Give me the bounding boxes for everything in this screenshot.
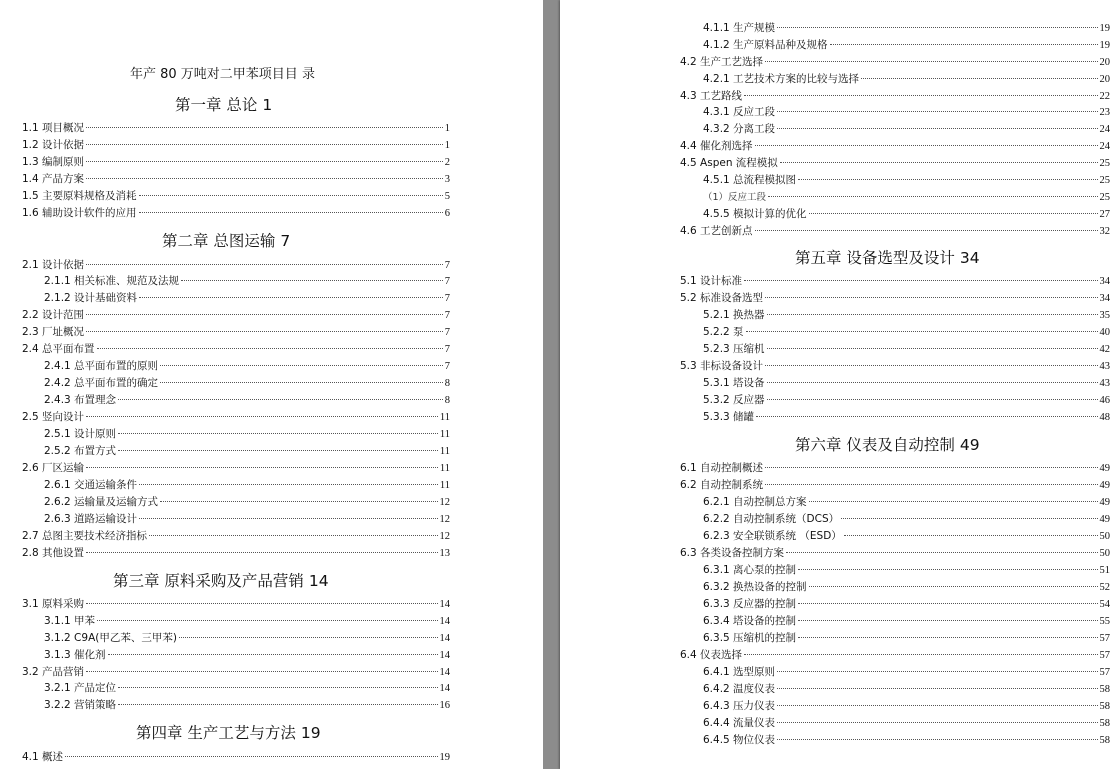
toc-entry[interactable] (703, 715, 1110, 731)
chapter-heading: 第四章 生产工艺与方法 19 (136, 724, 321, 742)
toc-dot-leader (97, 348, 443, 349)
toc-page-number: 51 (1099, 565, 1110, 576)
toc-page-number: 43 (1099, 361, 1110, 372)
toc-page-number: 19 (439, 752, 450, 763)
toc-dot-leader (118, 704, 437, 705)
toc-page-number: 49 (1099, 480, 1110, 491)
toc-entry[interactable] (680, 460, 1110, 476)
toc-dot-leader (139, 195, 443, 196)
toc-dot-leader (139, 212, 443, 213)
toc-entry[interactable] (22, 205, 450, 221)
toc-entry-label: 6.4.4 流量仪表 (703, 717, 776, 729)
toc-entry-label: 6.2.1 自动控制总方案 (703, 496, 807, 508)
toc-page-number: 49 (1099, 463, 1110, 474)
toc-entry-label: 3.2.1 产品定位 (44, 682, 117, 694)
toc-dot-leader (65, 756, 437, 757)
toc-page-number: 22 (1099, 91, 1110, 102)
toc-entry[interactable] (703, 375, 1110, 391)
toc-page-number: 50 (1099, 531, 1110, 542)
toc-entry[interactable] (703, 630, 1110, 646)
toc-entry[interactable] (22, 596, 450, 612)
toc-page-number: 25 (1099, 175, 1110, 186)
toc-entry[interactable] (680, 223, 1110, 239)
toc-page-number: 58 (1099, 684, 1110, 695)
toc-page-number: 24 (1099, 141, 1110, 152)
toc-dot-leader (767, 399, 1098, 400)
toc-entry-label: 6.3.5 压缩机的控制 (703, 632, 797, 644)
toc-dot-leader (767, 348, 1098, 349)
toc-dot-leader (755, 230, 1098, 231)
toc-entry-label: 1.4 产品方案 (22, 173, 85, 185)
toc-entry[interactable] (22, 120, 450, 136)
toc-entry-label: 3.1 原料采购 (22, 598, 85, 610)
toc-entry-label: 2.8 其他设置 (22, 547, 85, 559)
toc-dot-leader (777, 739, 1097, 740)
toc-entry[interactable] (680, 155, 1110, 171)
toc-page-number: 34 (1099, 276, 1110, 287)
toc-page-number: 12 (439, 497, 450, 508)
toc-entry[interactable] (703, 392, 1110, 408)
toc-dot-leader (86, 144, 443, 145)
toc-page-number: 49 (1099, 514, 1110, 525)
toc-page-number: 14 (439, 633, 450, 644)
toc-entry[interactable] (703, 20, 1110, 36)
toc-entry-label: 2.4.3 布置理念 (44, 394, 117, 406)
toc-entry-label: 2.6 厂区运输 (22, 462, 85, 474)
toc-entry-label: 2.2 设计范围 (22, 309, 85, 321)
toc-entry[interactable] (680, 138, 1110, 154)
toc-entry[interactable] (22, 257, 450, 273)
toc-entry-label: （1）反应工段 (703, 192, 767, 203)
toc-entry[interactable] (680, 88, 1110, 104)
toc-page-number: 32 (1099, 226, 1110, 237)
toc-entry[interactable] (680, 647, 1110, 663)
toc-dot-leader (118, 687, 437, 688)
toc-page-number: 50 (1099, 548, 1110, 559)
toc-dot-leader (86, 467, 438, 468)
toc-entry[interactable] (703, 579, 1110, 595)
toc-entry[interactable] (44, 613, 450, 629)
toc-entry-label: 3.1.1 甲苯 (44, 615, 96, 627)
toc-dot-leader (746, 331, 1098, 332)
toc-entry[interactable] (703, 613, 1110, 629)
toc-entry[interactable] (703, 409, 1110, 425)
toc-dot-leader (181, 280, 443, 281)
toc-dot-leader (86, 671, 437, 672)
toc-entry[interactable] (680, 290, 1110, 306)
toc-entry[interactable] (22, 137, 450, 153)
toc-entry[interactable] (703, 596, 1110, 612)
toc-entry[interactable] (703, 206, 1110, 222)
toc-page-number: 5 (444, 191, 450, 202)
toc-page-number: 7 (444, 361, 450, 372)
toc-dot-leader (160, 501, 437, 502)
toc-dot-leader (86, 178, 443, 179)
toc-dot-leader (767, 314, 1098, 315)
toc-entry-label: 2.6.3 道路运输设计 (44, 513, 138, 525)
toc-entry-label: 2.4.2 总平面布置的确定 (44, 377, 159, 389)
toc-page-number: 14 (439, 650, 450, 661)
toc-page-number: 14 (439, 683, 450, 694)
toc-entry-label: 2.6.1 交通运输条件 (44, 479, 138, 491)
toc-page-number: 46 (1099, 395, 1110, 406)
toc-entry-label: 6.2.2 自动控制系统（DCS） (703, 513, 840, 525)
toc-entry[interactable] (680, 545, 1110, 561)
toc-page-number: 25 (1099, 158, 1110, 169)
toc-dot-leader (744, 654, 1097, 655)
toc-entry[interactable] (44, 511, 450, 527)
toc-dot-leader (786, 552, 1097, 553)
toc-entry-label: 1.1 项目概况 (22, 122, 85, 134)
toc-entry[interactable] (22, 664, 450, 680)
toc-dot-leader (798, 569, 1097, 570)
toc-page-number: 58 (1099, 735, 1110, 746)
toc-dot-leader (765, 61, 1097, 62)
toc-dot-leader (139, 297, 443, 298)
toc-entry[interactable] (22, 154, 450, 170)
toc-page-number: 6 (444, 208, 450, 219)
toc-entry-label: 5.1 设计标准 (680, 275, 743, 287)
toc-entry[interactable] (44, 680, 450, 696)
toc-dot-leader (777, 128, 1097, 129)
chapter-heading: 第六章 仪表及自动控制 49 (795, 436, 980, 454)
toc-page-number: 3 (444, 174, 450, 185)
toc-entry[interactable] (703, 172, 1110, 188)
document-page-right (560, 0, 1120, 769)
toc-dot-leader (179, 637, 438, 638)
toc-page-number: 7 (444, 293, 450, 304)
toc-dot-leader (86, 331, 443, 332)
toc-entry[interactable] (703, 511, 1110, 527)
toc-dot-leader (86, 314, 443, 315)
toc-dot-leader (768, 196, 1097, 197)
toc-page-number: 43 (1099, 378, 1110, 389)
toc-entry-label: 4.3.2 分离工段 (703, 123, 776, 135)
chapter-heading: 第五章 设备选型及设计 34 (795, 249, 980, 267)
toc-page-number: 12 (439, 531, 450, 542)
toc-entry[interactable] (22, 409, 450, 425)
toc-dot-leader (777, 688, 1097, 689)
toc-dot-leader (777, 111, 1097, 112)
toc-dot-leader (86, 127, 443, 128)
toc-entry[interactable] (703, 121, 1110, 137)
toc-page-number: 23 (1099, 107, 1110, 118)
toc-page-number: 8 (444, 378, 450, 389)
toc-entry[interactable] (44, 426, 450, 442)
toc-entry[interactable] (22, 188, 450, 204)
toc-page-number: 25 (1099, 192, 1110, 203)
toc-entry[interactable] (44, 290, 450, 306)
toc-entry[interactable] (22, 528, 450, 544)
toc-entry[interactable] (22, 460, 450, 476)
toc-entry[interactable] (22, 545, 450, 561)
toc-entry[interactable] (703, 189, 1110, 205)
toc-entry[interactable] (44, 477, 450, 493)
toc-entry-label: 4.1.2 生产原料品种及规格 (703, 39, 828, 51)
toc-page-number: 34 (1099, 293, 1110, 304)
toc-dot-leader (777, 722, 1097, 723)
toc-entry-label: 2.7 总图主要技术经济指标 (22, 530, 148, 542)
toc-dot-leader (86, 161, 443, 162)
toc-page-number: 7 (444, 344, 450, 355)
toc-dot-leader (765, 467, 1097, 468)
toc-page-number: 57 (1099, 667, 1110, 678)
toc-entry-label: 2.1 设计依据 (22, 259, 85, 271)
toc-dot-leader (118, 433, 438, 434)
toc-page-number: 11 (439, 412, 450, 423)
toc-dot-leader (86, 416, 438, 417)
toc-entry-label: 1.2 设计依据 (22, 139, 85, 151)
toc-page-number: 49 (1099, 497, 1110, 508)
toc-entry[interactable] (44, 375, 450, 391)
toc-page-number: 57 (1099, 650, 1110, 661)
page-gutter (543, 0, 560, 769)
toc-dot-leader (777, 27, 1097, 28)
toc-page-number: 14 (439, 667, 450, 678)
toc-page-number: 8 (444, 395, 450, 406)
toc-page-number: 58 (1099, 718, 1110, 729)
toc-page-number: 16 (439, 700, 450, 711)
toc-dot-leader (139, 518, 437, 519)
toc-dot-leader (798, 179, 1097, 180)
toc-dot-leader (830, 44, 1098, 45)
toc-dot-leader (118, 399, 443, 400)
toc-entry-label: 2.4 总平面布置 (22, 343, 95, 355)
toc-page-number: 40 (1099, 327, 1110, 338)
toc-entry-label: 6.4.2 温度仪表 (703, 683, 776, 695)
toc-entry-label: 6.3.2 换热设备的控制 (703, 581, 807, 593)
toc-entry-label: 6.4.3 压力仪表 (703, 700, 776, 712)
toc-entry-label: 2.5.1 设计原则 (44, 428, 117, 440)
toc-dot-leader (149, 535, 437, 536)
toc-entry-label: 4.6 工艺创新点 (680, 225, 753, 237)
toc-entry-label: 3.1.2 C9A(甲乙苯、三甲苯) (44, 632, 177, 644)
toc-entry-label: 4.1.1 生产规模 (703, 22, 776, 34)
toc-page-number: 19 (1099, 23, 1110, 34)
toc-page-number: 7 (444, 310, 450, 321)
toc-entry-label: 6.3 各类设备控制方案 (680, 547, 785, 559)
toc-dot-leader (139, 484, 438, 485)
toc-entry[interactable] (22, 749, 450, 765)
toc-entry[interactable] (680, 358, 1110, 374)
toc-entry[interactable] (44, 494, 450, 510)
toc-entry-label: 6.1 自动控制概述 (680, 462, 764, 474)
toc-entry-label: 2.5 竖向设计 (22, 411, 85, 423)
toc-entry[interactable] (22, 171, 450, 187)
toc-dot-leader (777, 671, 1097, 672)
toc-entry-label: 3.2.2 营销策略 (44, 699, 117, 711)
chapter-heading: 第一章 总论 1 (175, 96, 273, 114)
toc-page-number: 19 (1099, 40, 1110, 51)
toc-page-number: 11 (439, 429, 450, 440)
toc-entry[interactable] (703, 37, 1110, 53)
toc-page-number: 35 (1099, 310, 1110, 321)
toc-page-number: 11 (439, 463, 450, 474)
toc-entry-label: 4.2 生产工艺选择 (680, 56, 764, 68)
toc-entry-label: 6.2.3 安全联锁系统 （ESD） (703, 530, 842, 542)
toc-page-number: 11 (439, 446, 450, 457)
toc-entry[interactable] (703, 732, 1110, 748)
toc-entry[interactable] (703, 104, 1110, 120)
toc-page-number: 54 (1099, 599, 1110, 610)
toc-page-number: 20 (1099, 74, 1110, 85)
toc-entry-label: 6.3.1 离心泵的控制 (703, 564, 797, 576)
toc-page-number: 7 (444, 327, 450, 338)
toc-page-number: 24 (1099, 124, 1110, 135)
toc-page-number: 12 (439, 514, 450, 525)
toc-dot-leader (86, 552, 437, 553)
toc-entry-label: 4.5.1 总流程模拟图 (703, 174, 797, 186)
toc-page-number: 11 (439, 480, 450, 491)
toc-entry-label: 4.3 工艺路线 (680, 90, 743, 102)
toc-dot-leader (755, 145, 1098, 146)
toc-dot-leader (160, 365, 443, 366)
toc-dot-leader (97, 620, 437, 621)
toc-entry-label: 5.3.2 反应器 (703, 394, 765, 406)
toc-entry-label: 6.4 仪表选择 (680, 649, 743, 661)
toc-entry-label: 4.4 催化剂选择 (680, 140, 753, 152)
toc-dot-leader (809, 501, 1098, 502)
toc-entry-label: 2.3 厂址概况 (22, 326, 85, 338)
toc-dot-leader (841, 518, 1097, 519)
toc-entry-label: 3.2 产品营销 (22, 666, 85, 678)
toc-entry-label: 1.3 编制原则 (22, 156, 85, 168)
toc-page-number: 14 (439, 616, 450, 627)
toc-entry[interactable] (703, 324, 1110, 340)
toc-dot-leader (798, 620, 1097, 621)
toc-page-number: 52 (1099, 582, 1110, 593)
toc-entry-label: 6.3.4 塔设备的控制 (703, 615, 797, 627)
toc-entry-label: 1.5 主要原料规格及消耗 (22, 190, 137, 202)
toc-dot-leader (777, 705, 1097, 706)
toc-entry[interactable] (703, 341, 1110, 357)
toc-page-number: 20 (1099, 57, 1110, 68)
toc-entry-label: 5.2.3 压缩机 (703, 343, 765, 355)
toc-entry[interactable] (680, 54, 1110, 70)
toc-dot-leader (844, 535, 1098, 536)
toc-page-number: 2 (444, 157, 450, 168)
toc-dot-leader (765, 297, 1097, 298)
toc-entry-label: 5.2.1 换热器 (703, 309, 765, 321)
toc-entry-label: 6.4.1 选型原则 (703, 666, 776, 678)
toc-entry-label: 2.1.1 相关标准、规范及法规 (44, 275, 180, 287)
toc-dot-leader (744, 280, 1097, 281)
toc-dot-leader (765, 484, 1097, 485)
toc-page-number: 14 (439, 599, 450, 610)
toc-entry-label: 2.5.2 布置方式 (44, 445, 117, 457)
toc-page-number: 7 (444, 260, 450, 271)
toc-dot-leader (160, 382, 443, 383)
toc-entry-label: 6.2 自动控制系统 (680, 479, 764, 491)
toc-page-number: 13 (439, 548, 450, 559)
toc-entry[interactable] (680, 477, 1110, 493)
toc-entry[interactable] (22, 324, 450, 340)
toc-dot-leader (767, 382, 1098, 383)
toc-entry[interactable] (703, 562, 1110, 578)
toc-page-number: 1 (444, 140, 450, 151)
toc-entry[interactable] (703, 71, 1110, 87)
toc-entry[interactable] (44, 358, 450, 374)
toc-entry[interactable] (703, 307, 1110, 323)
toc-dot-leader (86, 264, 443, 265)
document-title: 年产 80 万吨对二甲苯项目目 录 (130, 67, 315, 82)
toc-entry-label: 4.5.5 模拟计算的优化 (703, 208, 807, 220)
toc-page-number: 48 (1099, 412, 1110, 423)
toc-entry-label: 5.2.2 泵 (703, 326, 744, 338)
toc-page-number: 7 (444, 276, 450, 287)
toc-dot-leader (756, 416, 1097, 417)
toc-entry-label: 4.1 概述 (22, 751, 64, 763)
toc-dot-leader (86, 603, 437, 604)
toc-dot-leader (108, 654, 438, 655)
toc-dot-leader (798, 603, 1097, 604)
toc-entry-label: 3.1.3 催化剂 (44, 649, 106, 661)
document-page-left (0, 0, 543, 769)
toc-entry-label: 2.1.2 设计基础资料 (44, 292, 138, 304)
toc-dot-leader (809, 586, 1098, 587)
toc-entry[interactable] (44, 647, 450, 663)
toc-entry[interactable] (703, 698, 1110, 714)
toc-entry-label: 4.5 Aspen 流程模拟 (680, 157, 778, 169)
toc-entry-label: 5.3 非标设备设计 (680, 360, 764, 372)
toc-entry-label: 4.2.1 工艺技术方案的比较与选择 (703, 73, 860, 85)
toc-entry-label: 5.3.3 储罐 (703, 411, 755, 423)
toc-entry-label: 5.2 标准设备选型 (680, 292, 764, 304)
toc-dot-leader (798, 637, 1097, 638)
toc-entry[interactable] (44, 630, 450, 646)
toc-entry[interactable] (680, 273, 1110, 289)
toc-entry[interactable] (22, 341, 450, 357)
toc-entry-label: 2.6.2 运输量及运输方式 (44, 496, 159, 508)
toc-entry[interactable] (44, 443, 450, 459)
toc-entry[interactable] (703, 681, 1110, 697)
toc-entry-label: 4.3.1 反应工段 (703, 106, 776, 118)
toc-entry-label: 2.4.1 总平面布置的原则 (44, 360, 159, 372)
toc-dot-leader (780, 162, 1098, 163)
toc-entry[interactable] (44, 697, 450, 713)
toc-entry-label: 5.3.1 塔设备 (703, 377, 765, 389)
toc-page-number: 57 (1099, 633, 1110, 644)
chapter-heading: 第二章 总图运输 7 (162, 232, 291, 250)
toc-entry[interactable] (44, 273, 450, 289)
toc-page-number: 42 (1099, 344, 1110, 355)
toc-entry[interactable] (703, 494, 1110, 510)
toc-dot-leader (118, 450, 438, 451)
toc-entry[interactable] (44, 392, 450, 408)
toc-page-number: 58 (1099, 701, 1110, 712)
toc-dot-leader (744, 95, 1097, 96)
toc-dot-leader (765, 365, 1097, 366)
toc-entry[interactable] (703, 664, 1110, 680)
toc-entry[interactable] (22, 307, 450, 323)
toc-page-number: 55 (1099, 616, 1110, 627)
toc-page-number: 27 (1099, 209, 1110, 220)
toc-entry-label: 6.3.3 反应器的控制 (703, 598, 797, 610)
chapter-heading: 第三章 原料采购及产品营销 14 (113, 572, 329, 590)
toc-entry[interactable] (703, 528, 1110, 544)
toc-entry-label: 1.6 辅助设计软件的应用 (22, 207, 137, 219)
toc-entry-label: 6.4.5 物位仪表 (703, 734, 776, 746)
toc-page-number: 1 (444, 123, 450, 134)
toc-dot-leader (861, 78, 1097, 79)
toc-dot-leader (809, 213, 1098, 214)
